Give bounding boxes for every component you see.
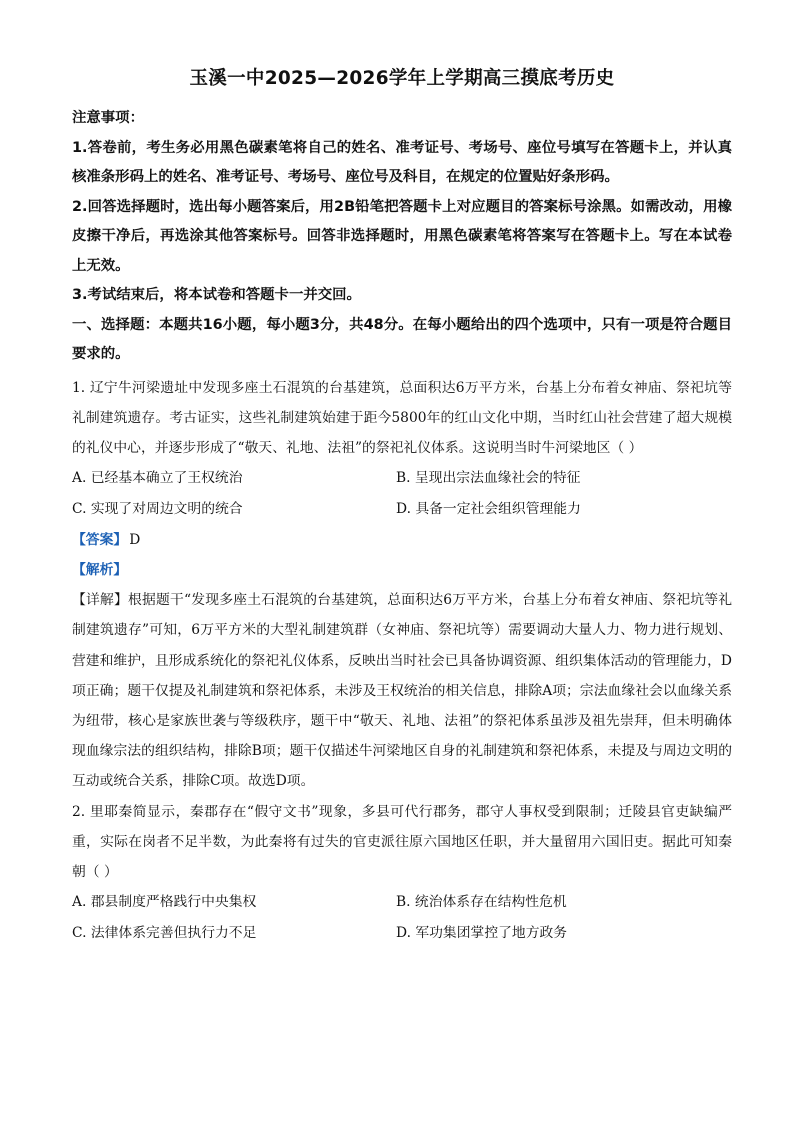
question-1-stem: 1. 辽宁牛河梁遗址中发现多座土石混筑的台基建筑，总面积达6万平方米，台基上分布着女神庙、祭祀坑等礼制建筑遗存。考古证实，这些礼制建筑始建于距今5800年的红山文化中期，当时红山社会营建了超大规模的礼仪中心，并逐步形成了“敬天、礼地、法祖”的祭祀礼仪体系。这说明当时牛河梁地区（ ）	[72, 379, 732, 456]
question-1-option-a: A. 已经基本确立了王权统治	[72, 470, 243, 487]
analysis-label: 【解析】	[72, 562, 128, 579]
answer-value: D	[129, 532, 141, 549]
note-item-2: 2.回答选择题时，选出每小题答案后，用2B铅笔把答题卡上对应题目的答案标号涂黑。如需改动，用橡皮擦干净后，再选涂其他答案标号。回答非选择题时，用黑色碳素笔将答案写在答题卡上。写在本试卷上无效。	[72, 198, 732, 274]
question-2-option-d: D. 军功集团掌控了地方政务	[396, 925, 568, 942]
question-1-answer	[72, 525, 732, 555]
question-2-option-c: C. 法律体系完善但执行力不足	[72, 925, 257, 942]
question-1-analysis	[72, 555, 732, 585]
exam-page	[72, 64, 732, 949]
note-item-3: 3.考试结束后，将本试卷和答题卡一并交回。	[72, 287, 361, 303]
question-2-stem: 2. 里耶秦简显示，秦郡存在“假守文书”现象，多县可代行郡务，郡守人事权受到限制；迁陵县官吏缺编严重，实际在岗者不足半数，为此秦将有过失的官吏派往原六国地区任职，并大量留用六国旧吏。据此可知秦朝（ ）	[72, 803, 732, 880]
notes-heading: 注意事项：	[72, 110, 144, 126]
question-1-option-c: C. 实现了对周边文明的统合	[72, 501, 243, 518]
note-item-1: 1.答卷前，考生务必用黑色碳素笔将自己的姓名、准考证号、考场号、座位号填写在答题卡上，并认真核准条形码上的姓名、准考证号、考场号、座位号及科目，在规定的位置贴好条形码。	[72, 139, 732, 185]
section-heading: 一、选择题：本题共16小题，每小题3分，共48分。在每小题给出的四个选项中，只有一项是符合题目要求的。	[72, 316, 732, 362]
question-1-detail: 【详解】根据题干“发现多座土石混筑的台基建筑，总面积达6万平方米，台基上分布着女神庙、祭祀坑等礼制建筑遗存”可知，6万平方米的大型礼制建筑群（女神庙、祭祀坑等）需要调动大量人力、物力进行规划、营建和维护，且形成系统化的祭祀礼仪体系，反映出当时社会已具备协调资源、组织集体活动的管理能力，D项正确；题干仅提及礼制建筑和祭祀体系，未涉及王权统治的相关信息，排除A项；宗法血缘社会以血缘关系为纽带，核心是家族世袭与等级秩序，题干中“敬天、礼地、法祖”的祭祀体系虽涉及祖先崇拜，但未明确体现血缘宗法的组织结构，排除B项；题干仅描述牛河梁地区自身的礼制建筑和祭祀体系，未提及与周边文明的互动或统合关系，排除C项。故选D项。	[72, 592, 732, 790]
question-2-option-b: B. 统治体系存在结构性危机	[396, 894, 567, 911]
question-1-options	[72, 463, 732, 525]
answer-label: 【答案】	[72, 532, 128, 549]
question-2-options	[72, 887, 732, 949]
exam-title: 玉溪一中2025—2026学年上学期高三摸底考历史	[189, 68, 615, 89]
question-2-option-a: A. 郡县制度严格践行中央集权	[72, 894, 257, 911]
question-1-option-d: D. 具备一定社会组织管理能力	[396, 501, 581, 518]
question-1-option-b: B. 呈现出宗法血缘社会的特征	[396, 470, 581, 487]
